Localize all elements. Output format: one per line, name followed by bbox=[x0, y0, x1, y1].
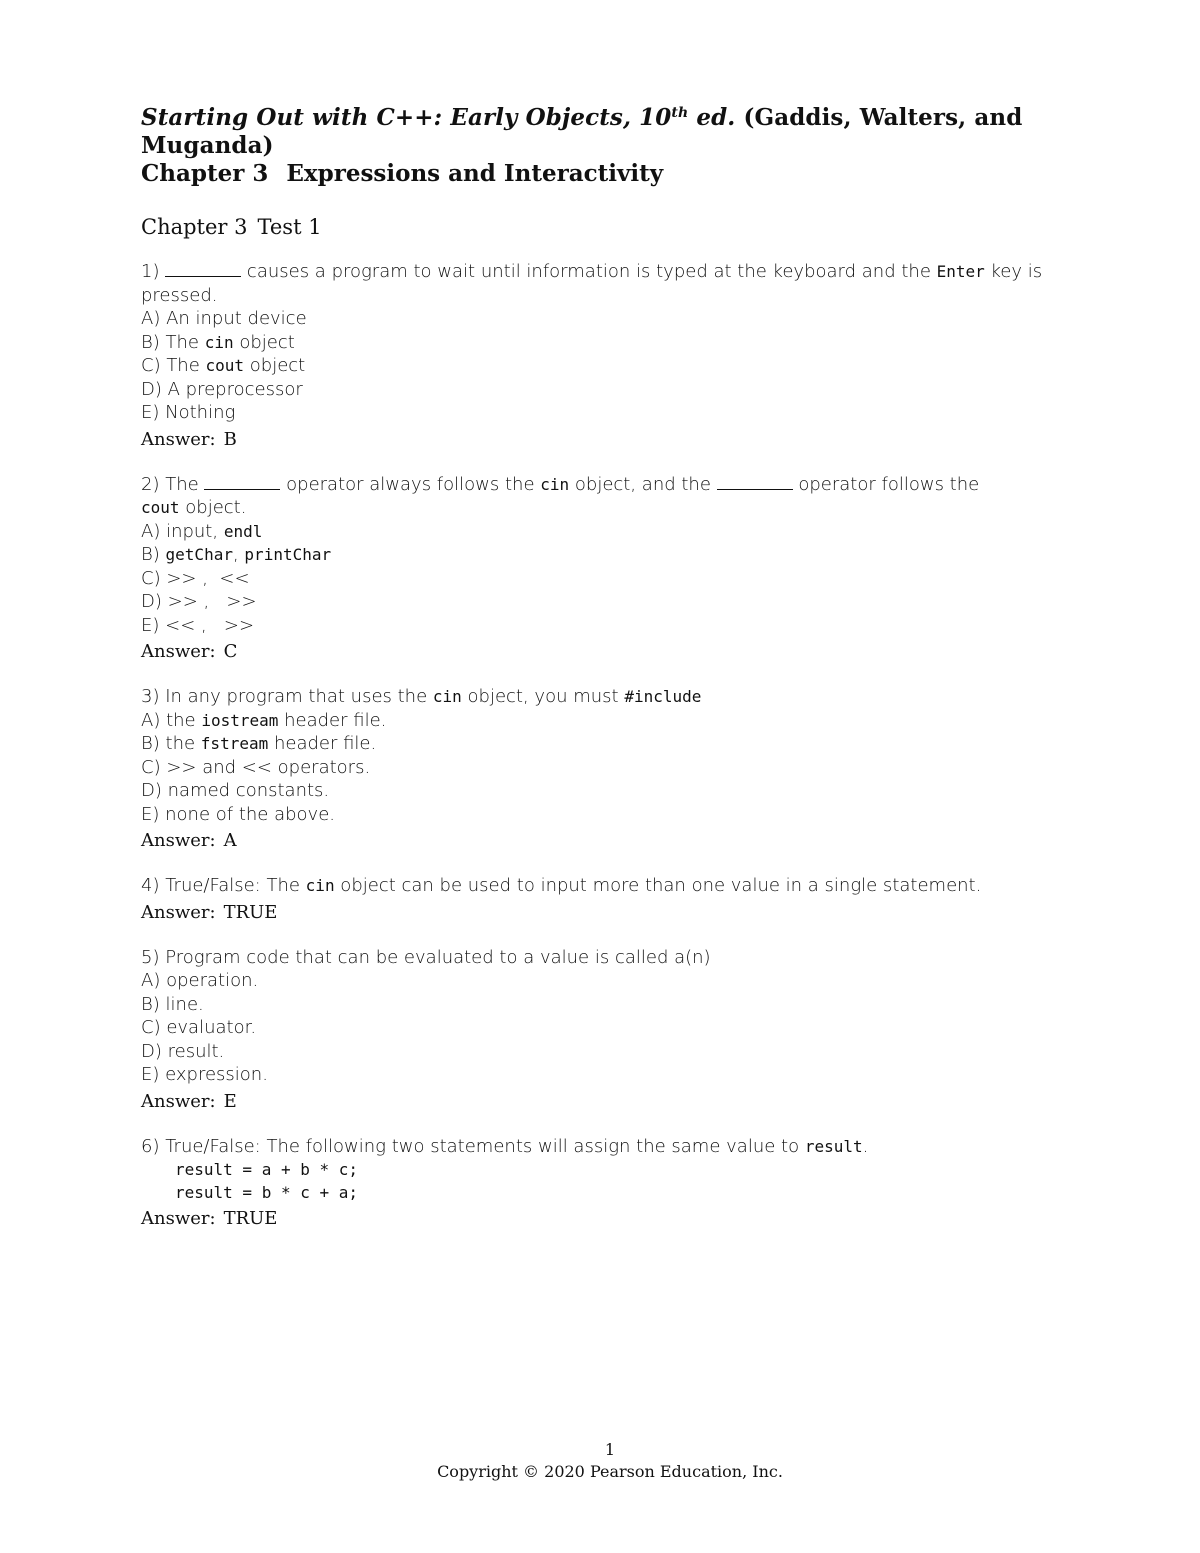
answer-blank bbox=[717, 474, 793, 490]
stem-text: key is pressed. bbox=[141, 261, 1043, 306]
question-4 bbox=[141, 874, 1081, 926]
answer-line: Answer: TRUE bbox=[141, 901, 278, 923]
question-stem: 2) The operator always follows the cin object, and the operator follows the cout object. bbox=[141, 473, 980, 518]
question-number: 1) bbox=[141, 261, 166, 282]
answer-blank bbox=[204, 474, 280, 490]
question-1 bbox=[141, 260, 1081, 453]
test-name: Test 1 bbox=[257, 215, 322, 239]
book-title: Starting Out with C++: Early Objects, 10 bbox=[141, 104, 672, 131]
question-5 bbox=[141, 946, 1081, 1115]
answer-value: B bbox=[223, 428, 237, 450]
option-b: B) getChar, printChar bbox=[141, 544, 332, 565]
option-c: C) evaluator. bbox=[141, 1017, 257, 1038]
book-title-heading bbox=[141, 104, 1081, 160]
authors: (Gaddis, Walters, and Muganda) bbox=[141, 104, 1023, 159]
answer-line: Answer: A bbox=[141, 830, 237, 851]
question-stem: 6) True/False: The following two statements will assign the same value to result. bbox=[141, 1135, 869, 1157]
option-a: A) operation. bbox=[141, 970, 259, 991]
option-c: C) The cout object bbox=[141, 355, 306, 376]
option-c: C) >> and << operators. bbox=[141, 756, 371, 778]
option-a: A) input, endl bbox=[141, 520, 263, 542]
edition-superscript: th bbox=[671, 105, 689, 121]
stem-text: causes a program to wait until information is typed at the keyboard and the bbox=[241, 261, 937, 282]
answer-line: Answer: E bbox=[141, 1090, 237, 1112]
option-e: E) expression. bbox=[141, 1064, 268, 1085]
document-page bbox=[141, 104, 1081, 1232]
answer-value: E bbox=[223, 1090, 237, 1112]
question-6 bbox=[141, 1135, 1081, 1233]
answer-value: TRUE bbox=[223, 901, 278, 923]
option-a: A) An input device bbox=[141, 308, 307, 329]
code-enter: Enter bbox=[936, 262, 985, 281]
copyright-notice: Copyright © 2020 Pearson Education, Inc. bbox=[437, 1462, 783, 1481]
question-2 bbox=[141, 473, 1081, 666]
chapter-heading bbox=[141, 160, 1081, 188]
option-b: B) the fstream header file. bbox=[141, 733, 377, 754]
code-line: result = a + b * c; bbox=[175, 1160, 359, 1179]
question-stem bbox=[141, 260, 1081, 307]
answer-line: Answer: B bbox=[141, 428, 237, 450]
answer-blank bbox=[165, 261, 241, 277]
answer-value: A bbox=[223, 830, 237, 851]
option-d: D) A preprocessor bbox=[141, 378, 303, 400]
chapter-name: Expressions and Interactivity bbox=[286, 160, 664, 187]
test-title bbox=[141, 214, 1081, 240]
option-d: D) result. bbox=[141, 1040, 225, 1062]
option-c: C) >> , << bbox=[141, 567, 250, 589]
option-b: B) line. bbox=[141, 993, 204, 1015]
answer-line: Answer: TRUE bbox=[141, 1208, 278, 1229]
option-e: E) none of the above. bbox=[141, 803, 335, 825]
option-e: E) << , >> bbox=[141, 614, 255, 636]
option-d: D) >> , >> bbox=[141, 591, 257, 612]
question-stem: 4) True/False: The cin object can be used to input more than one value in a single statement. bbox=[141, 875, 982, 896]
question-stem: 3) In any program that uses the cin object, you must #include bbox=[141, 686, 702, 707]
test-chapter: Chapter 3 bbox=[141, 215, 248, 239]
option-a: A) the iostream header file. bbox=[141, 709, 387, 731]
question-stem: 5) Program code that can be evaluated to a value is called a(n) bbox=[141, 946, 711, 968]
code-line: result = b * c + a; bbox=[175, 1183, 359, 1202]
page-number: 1 bbox=[604, 1440, 616, 1459]
option-e: E) Nothing bbox=[141, 402, 236, 423]
answer-value: C bbox=[223, 641, 238, 662]
chapter-label: Chapter 3 bbox=[141, 160, 269, 187]
edition-suffix: ed. bbox=[688, 104, 736, 131]
answer-line: Answer: C bbox=[141, 641, 238, 662]
option-d: D) named constants. bbox=[141, 780, 330, 801]
answer-value: TRUE bbox=[223, 1208, 278, 1229]
question-3 bbox=[141, 685, 1081, 854]
option-b: B) The cin object bbox=[141, 331, 295, 353]
